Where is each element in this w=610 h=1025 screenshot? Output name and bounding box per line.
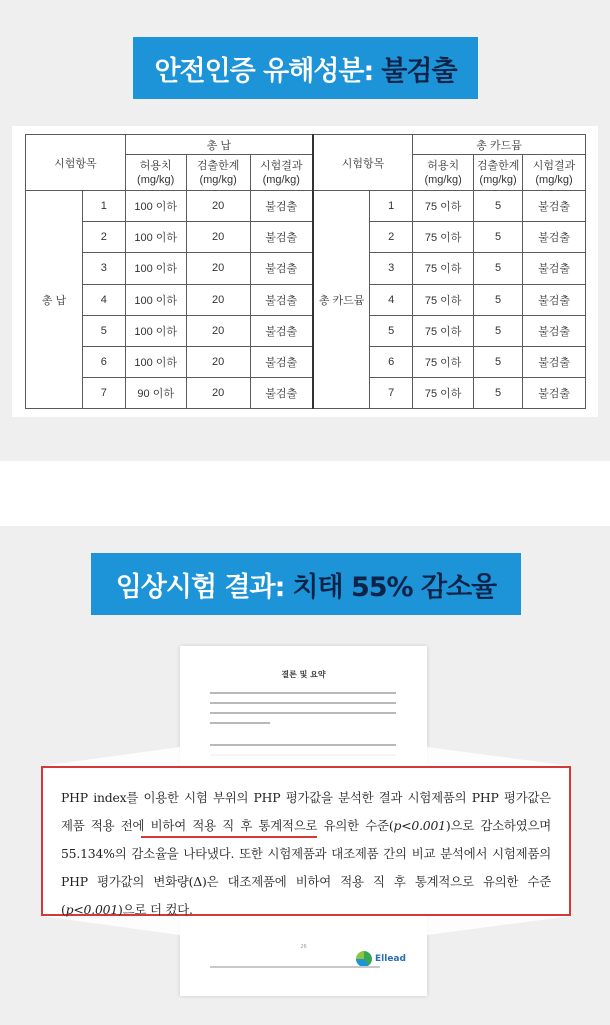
- left-detect-cell: 20: [186, 315, 250, 346]
- right-detect-cell: 5: [474, 346, 523, 377]
- left-result-cell: 불검출: [250, 191, 313, 222]
- page-number: 26: [300, 944, 307, 950]
- left-result-cell: 불검출: [250, 284, 313, 315]
- left-row-number: 6: [82, 346, 125, 377]
- right-row-number: 7: [370, 377, 413, 408]
- clinical-banner-title: 임상시험 결과:: [115, 571, 285, 603]
- right-result-cell: 불검출: [523, 253, 586, 284]
- right-limit-cell: 75 이하: [413, 191, 474, 222]
- left-row-number: 5: [82, 315, 125, 346]
- right-limit-cell: 75 이하: [413, 315, 474, 346]
- right-detect-cell: 5: [474, 377, 523, 408]
- left-result-cell: 불검출: [250, 377, 313, 408]
- left-limit-cell: 100 이하: [125, 315, 186, 346]
- right-test-item-header: 시험항목: [313, 135, 413, 191]
- right-result-cell: 불검출: [523, 222, 586, 253]
- right-limit-cell: 75 이하: [413, 346, 474, 377]
- left-result-cell: 불검출: [250, 346, 313, 377]
- right-row-number: 1: [370, 191, 413, 222]
- left-detect-cell: 20: [186, 222, 250, 253]
- reduction-rate-underline: [141, 836, 317, 838]
- left-detect-cell: 20: [186, 377, 250, 408]
- right-limit-cell: 75 이하: [413, 377, 474, 408]
- left-result-cell: 불검출: [250, 315, 313, 346]
- left-row-label: 총 납: [26, 191, 83, 409]
- right-detect-cell: 5: [474, 253, 523, 284]
- right-detect-header: 검출한계 (mg/kg): [474, 155, 523, 191]
- right-row-label: 총 카드뮴: [313, 191, 370, 409]
- left-detect-header: 검출한계 (mg/kg): [186, 155, 250, 191]
- right-limit-cell: 75 이하: [413, 222, 474, 253]
- left-limit-cell: 100 이하: [125, 253, 186, 284]
- left-limit-cell: 90 이하: [125, 377, 186, 408]
- right-detect-cell: 5: [474, 191, 523, 222]
- safety-banner-title: 안전인증 유해성분:: [154, 55, 374, 87]
- right-limit-header: 허용치 (mg/kg): [413, 155, 474, 191]
- left-row-number: 7: [82, 377, 125, 408]
- right-result-header: 시험결과 (mg/kg): [523, 155, 586, 191]
- right-result-cell: 불검출: [523, 284, 586, 315]
- right-row-number: 4: [370, 284, 413, 315]
- left-detect-cell: 20: [186, 253, 250, 284]
- right-limit-cell: 75 이하: [413, 284, 474, 315]
- left-row-number: 1: [82, 191, 125, 222]
- left-limit-cell: 100 이하: [125, 284, 186, 315]
- excerpt-paragraph: PHP index를 이용한 시험 부위의 PHP 평가값을 분석한 결과 시험제품의 PHP 평가값은 제품 적용 전에 비하여 적용 직 후 통계적으로 유의한 수준(p<0.001)으로 감소하였으며 55.134%의 감소율을 나타냈다. 또한 시험제품과 대조제품 간의 비교 분석에서 시험제품의 PHP 평가값의 변화량(Δ)은 대조제품에 비하여 적용 직 후 통계적으로 유의한 수준(p<0.001)으로 더 컸다.: [61, 790, 551, 917]
- left-group-header: 총 납: [125, 135, 313, 155]
- right-detect-cell: 5: [474, 222, 523, 253]
- right-row-number: 3: [370, 253, 413, 284]
- right-result-cell: 불검출: [523, 346, 586, 377]
- right-limit-cell: 75 이하: [413, 253, 474, 284]
- highlight-excerpt: [41, 766, 571, 916]
- left-detect-cell: 20: [186, 284, 250, 315]
- right-row-number: 2: [370, 222, 413, 253]
- left-row-number: 3: [82, 253, 125, 284]
- right-result-cell: 불검출: [523, 315, 586, 346]
- left-detect-cell: 20: [186, 191, 250, 222]
- clinical-banner-highlight: 치태 55% 감소율: [292, 571, 497, 603]
- left-result-header: 시험결과 (mg/kg): [250, 155, 313, 191]
- left-result-cell: 불검출: [250, 222, 313, 253]
- right-result-cell: 불검출: [523, 377, 586, 408]
- left-limit-cell: 100 이하: [125, 191, 186, 222]
- right-group-header: 총 카드뮴: [413, 135, 586, 155]
- left-test-item-header: 시험항목: [26, 135, 126, 191]
- left-limit-cell: 100 이하: [125, 222, 186, 253]
- right-detect-cell: 5: [474, 284, 523, 315]
- left-limit-header: 허용치 (mg/kg): [125, 155, 186, 191]
- left-row-number: 2: [82, 222, 125, 253]
- report-page-title: 결론 및 요약: [281, 669, 326, 679]
- left-detect-cell: 20: [186, 346, 250, 377]
- left-row-number: 4: [82, 284, 125, 315]
- left-result-cell: 불검출: [250, 253, 313, 284]
- right-row-number: 6: [370, 346, 413, 377]
- safety-banner-highlight: 불검출: [381, 55, 457, 87]
- right-row-number: 5: [370, 315, 413, 346]
- right-detect-cell: 5: [474, 315, 523, 346]
- left-limit-cell: 100 이하: [125, 346, 186, 377]
- ellead-logo-text: Ellead: [375, 953, 406, 964]
- right-result-cell: 불검출: [523, 191, 586, 222]
